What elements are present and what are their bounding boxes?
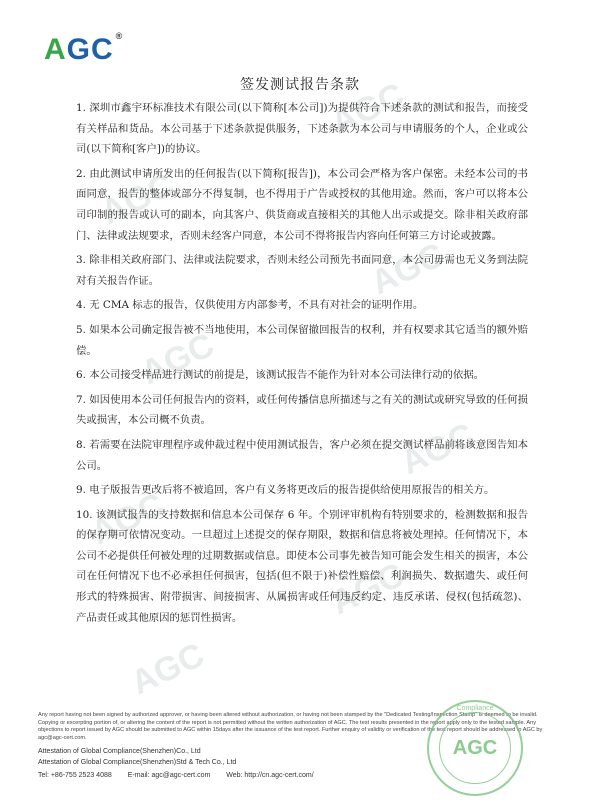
clause-9: 9. 电子版报告更改后将不被追回，客户有义务将更改后的报告提供给使用原报告的相关方。 bbox=[76, 484, 495, 497]
watermark: AGC bbox=[85, 485, 170, 553]
watermark: AGC bbox=[95, 165, 180, 233]
company-name-std: Attestation of Global Compliance(Shenzhen)Std & Tech Co., Ltd bbox=[38, 759, 237, 766]
contact-tel: Tel: +86-755 2523 4088 bbox=[38, 772, 112, 779]
clause-list bbox=[76, 98, 528, 632]
watermark: AGC bbox=[125, 635, 210, 703]
contact-email[interactable]: E-mail: agc@agc-cert.com bbox=[127, 772, 211, 779]
logo-letter-a: A bbox=[44, 33, 67, 66]
watermark: AGC bbox=[365, 235, 450, 303]
agc-logo bbox=[44, 31, 124, 66]
clause-3: 3. 除非相关政府部门、法律或法院要求，否则未经公司预先书面同意，本公司毋需也无义务到法院对有关报告作证。 bbox=[76, 254, 528, 287]
watermark: AGC bbox=[325, 75, 410, 143]
stamp-logo: AGC bbox=[439, 712, 511, 784]
contact-web[interactable]: Web: http://cn.agc-cert.com/ bbox=[226, 772, 314, 779]
clause-10: 10. 该测试报告的支持数据和信息本公司保存 6 年。个别评审机构有特别要求的，检测数据和报告的保存期可依情况变动。一旦超过上述提交的保存期限，数据和信息将被处理掉。任何情况下，本公司不必提供任何被处理的过期数据或信息。即使本公司事先被告知可能会发生相关的损害，本公司在任何情况下也不必承担任何损害，包括(但不限于)补偿性赔偿、利润损失、数据遗失、或任何形式的特殊损害、附带损害、间接损害、从属损害或任何违反约定、违反承诺、侵权(包括疏忽)、产品责任或其他原因的惩罚性损害。 bbox=[76, 508, 528, 624]
clause-4: 4. 无 CMA 标志的报告，仅供使用方内部参考，不具有对社会的证明作用。 bbox=[76, 299, 424, 312]
compliance-stamp bbox=[427, 700, 523, 796]
clause-2: 2. 由此测试申请所发出的任何报告(以下简称[报告])，本公司会严格为客户保密。未经本公司的书面同意，报告的整体或部分不得复制，也不得用于广告或授权的其他用途。然而，客户可以将本公司印制的报告或认可的副本，向其客户、供货商或直接相关的其他人出示或提交。除非相关政府部门、法律或法规要求，否则未经客户同意，本公司不得将报告内容向任何第三方讨论或披露。 bbox=[76, 167, 528, 242]
footer-disclaimer: Any report having not been signed by authorized approver, or having been altered without authorization, or having not been stamped by the "Dedicated Testing/Inspection Stamp" is deemed to be invalid. Copying or excerpting portion of, or altering the content of the report is not permitted without the written authorization of AGC. The test results presented in the report apply only to the tested sample. Any objections to report issued by AGC should be submitted to AGC within 15days after the issuance of the test report. Further enquiry of validity or verification of the test report should be addressed to AGC by agc@agc-cert.com. bbox=[38, 712, 543, 741]
page-title: 签发测试报告条款 bbox=[240, 77, 360, 93]
registered-mark: ® bbox=[115, 31, 124, 41]
clause-1: 1. 深圳市鑫宇环标准技术有限公司(以下简称[本公司])为提供符合下述条款的测试和报告，而接受有关样品和货品。本公司基于下述条款提供服务，下述条款为本公司与申请服务的个人，企业或公司(以下简称[客户])的协议。 bbox=[76, 102, 528, 156]
clause-7: 7. 如因使用本公司任何报告内的资料，或任何传播信息所描述与之有关的测试或研究导致的任何损失或损害，本公司概不负责。 bbox=[76, 393, 528, 427]
company-name-cn: Attestation of Global Compliance(Shenzhen)Co., Ltd bbox=[38, 748, 201, 755]
clause-8: 8. 若需要在法院审理程序或仲裁过程中使用测试报告，客户必须在提交测试样品前将该意图告知本公司。 bbox=[76, 438, 528, 472]
clause-6: 6. 本公司接受样品进行测试的前提是，该测试报告不能作为针对本公司法律行动的依据。 bbox=[76, 369, 485, 382]
watermark: AGC bbox=[135, 325, 220, 393]
clause-5: 5. 如果本公司确定报告被不当地使用，本公司保留撤回报告的权利，并有权要求其它适当的额外赔偿。 bbox=[76, 323, 528, 357]
watermark: AGC bbox=[395, 415, 480, 483]
watermark: AGC bbox=[325, 555, 410, 623]
stamp-top-text: Compliance bbox=[456, 705, 494, 712]
logo-letters-gc: GC bbox=[66, 33, 114, 66]
contact-line bbox=[38, 772, 328, 779]
